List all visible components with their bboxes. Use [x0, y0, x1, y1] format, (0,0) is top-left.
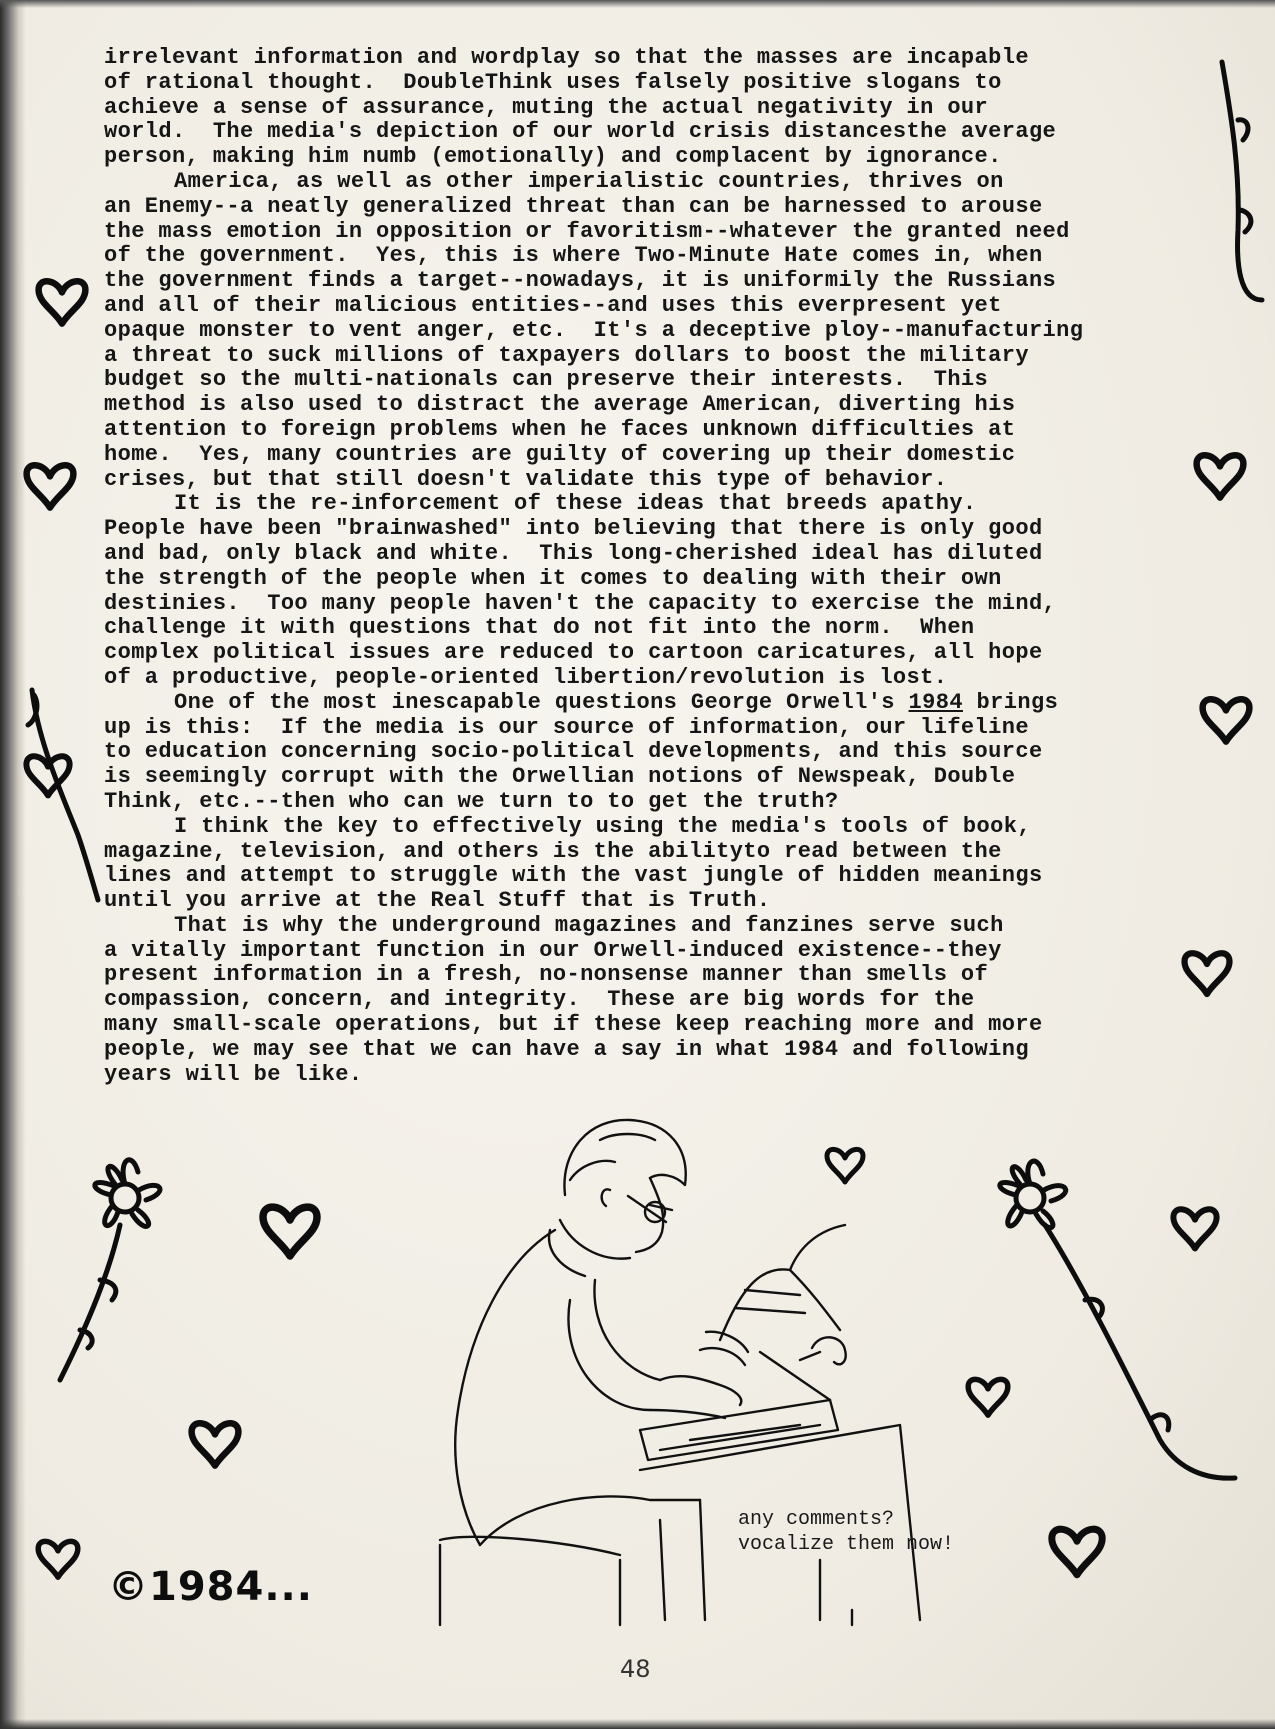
text-line: years will be like. [104, 1061, 363, 1087]
text-line: One of the most inescapable questions George Orwell's 1984 brings [174, 689, 1059, 715]
text-line: of the government. Yes, this is where Two-Minute Hate comes in, when [104, 243, 1043, 269]
heart-icon [827, 1149, 863, 1182]
text-line: until you arrive at the Real Stuff that is Truth. [104, 888, 771, 914]
heart-icon [1203, 699, 1250, 741]
heart-icon [192, 1423, 239, 1465]
text-line: home. Yes, many countries are guilty of covering up their domestic [104, 441, 1016, 467]
text-line: and bad, only black and white. This long-cherished ideal has diluted [104, 540, 1043, 566]
text-line: It is the re-inforcement of these ideas that breeds apathy. [174, 491, 977, 517]
vine-icon [28, 690, 98, 900]
text-line: opaque monster to vent anger, etc. It's a deceptive ploy--manufacturing [104, 317, 1084, 343]
text-line: and all of their malicious entities--and uses this everpresent yet [104, 292, 1002, 318]
heart-icon [27, 465, 74, 507]
text-line: to education concerning socio-political developments, and this source [104, 739, 1043, 765]
text-line: That is why the underground magazines and fanzines serve such [174, 912, 1004, 938]
book-title: 1984 [908, 689, 963, 715]
text-line: compassion, concern, and integrity. These are big words for the [104, 987, 975, 1013]
text-line: an Enemy--a neatly generalized threat than can be harnessed to arouse [104, 193, 1043, 219]
heart-icon [39, 281, 86, 323]
text-line: complex political issues are reduced to cartoon caricatures, all hope [104, 640, 1043, 666]
vine-icon [1222, 62, 1262, 300]
caption-line: vocalize them now! [738, 1533, 955, 1556]
text-line: of rational thought. DoubleThink uses falsely positive slogans to [104, 69, 1002, 95]
text-line: Think, etc.--then who can we turn to to get the truth? [104, 788, 839, 814]
flower-icon [60, 1160, 160, 1380]
text-line: budget so the multi-nationals can preserve their interests. This [104, 367, 989, 393]
text-line: lines and attempt to struggle with the vast jungle of hidden meanings [104, 863, 1043, 889]
text-line: crises, but that still doesn't validate this type of behavior. [104, 466, 948, 492]
heart-icon [26, 756, 69, 795]
copyright-mark: ©1984... [108, 1564, 313, 1610]
text-line: destinies. Too many people haven't the capacity to exercise the mind, [104, 590, 1057, 616]
flower-icon [1000, 1161, 1235, 1478]
text-line: attention to foreign problems when he faces unknown difficulties at [104, 416, 1016, 442]
heart-icon [38, 1541, 78, 1577]
text-line: magazine, television, and others is the abilityto read between the [104, 838, 1002, 864]
text-line: is seemingly corrupt with the Orwellian notions of Newspeak, Double [104, 764, 1016, 790]
text-line: irrelevant information and wordplay so that the masses are incapable [104, 45, 1029, 70]
heart-icon [1197, 455, 1244, 497]
page-number: 48 [620, 1655, 651, 1683]
text-line: America, as well as other imperialistic countries, thrives on [174, 168, 1004, 194]
text-line: challenge it with questions that do not fit into the norm. When [104, 615, 975, 641]
text-line: of a productive, people-oriented libertion/revolution is lost. [104, 664, 948, 690]
text-line: method is also used to distract the average American, diverting his [104, 392, 1016, 418]
text-line: the strength of the people when it comes to dealing with their own [104, 565, 1002, 591]
text-line: many small-scale operations, but if these keep reaching more and more [104, 1012, 1043, 1038]
text-line: present information in a fresh, no-nonsense manner than smells of [104, 962, 989, 988]
text-line: the mass emotion in opposition or favoritism--whatever the granted need [104, 218, 1070, 244]
text-line: a vitally important function in our Orwell-induced existence--they [104, 937, 1002, 963]
text-line: People have been "brainwashed" into believing that there is only good [104, 516, 1043, 542]
text-line: the government finds a target--nowadays, it is uniformily the Russians [104, 268, 1057, 294]
illustration-caption [738, 1507, 954, 1557]
text-line: I think the key to effectively using the media's tools of book, [174, 813, 1031, 839]
text-line: achieve a sense of assurance, muting the actual negativity in our [104, 94, 989, 120]
heart-icon [1185, 953, 1230, 994]
text-line: a threat to suck millions of taxpayers dollars to boost the military [104, 342, 1029, 368]
caption-line: any comments? [738, 1508, 895, 1531]
text-line: people, we may see that we can have a say in what 1984 and following [104, 1036, 1029, 1062]
text-line: person, making him numb (emotionally) and complacent by ignorance. [104, 144, 1002, 170]
text-line: world. The media's depiction of our world crisis distancesthe average [104, 119, 1057, 145]
text-line: up is this: If the media is our source of information, our lifeline [104, 714, 1029, 740]
heart-icon [263, 1207, 317, 1256]
heart-icon [1173, 1209, 1216, 1248]
heart-icon [968, 1379, 1008, 1415]
heart-icon [1052, 1529, 1102, 1575]
